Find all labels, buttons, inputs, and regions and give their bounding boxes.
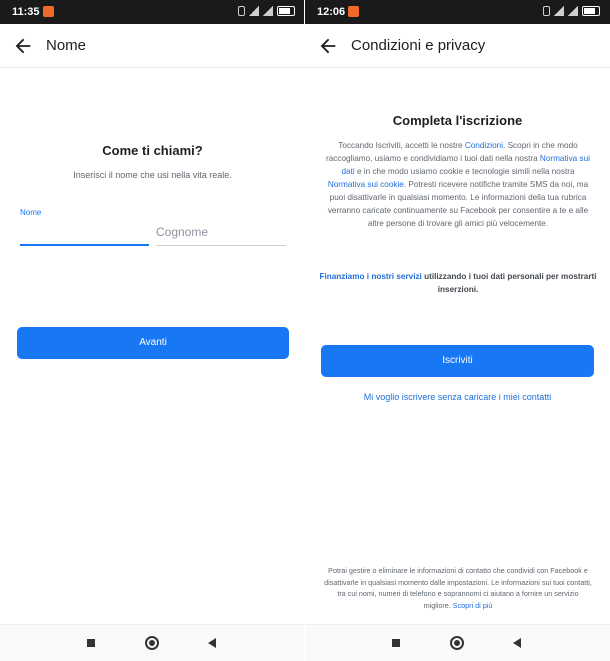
system-nav-bar: [305, 624, 610, 661]
contacts-footer-note: [323, 565, 593, 611]
bluetooth-icon: [543, 6, 550, 16]
terms-text: [323, 139, 593, 230]
recents-square-icon[interactable]: [388, 635, 404, 651]
system-nav-bar: [0, 624, 305, 661]
fund-services-link[interactable]: Finanziamo i nostri servizi: [319, 272, 422, 281]
home-circle-icon[interactable]: [144, 635, 160, 651]
terms-link[interactable]: Condizioni: [464, 141, 504, 150]
sign-up-without-contacts-link[interactable]: Mi voglio iscrivere senza caricare i miei contatti: [363, 392, 552, 402]
ads-notice-text: utilizzando i tuoi dati personali per mostrarti inserzioni.: [421, 272, 597, 294]
page-title: Condizioni e privacy: [351, 37, 486, 54]
status-time: 11:35: [12, 6, 40, 18]
terms-text-part: . Scopri in che modo raccogliamo, usiamo e condividiamo i tuoi dati nella nostra: [326, 141, 578, 163]
back-triangle-icon[interactable]: [509, 635, 525, 651]
last-name-field[interactable]: [156, 220, 286, 246]
terms-text-part: e in che modo usiamo cookie e tecnologie simili nella nostra: [354, 167, 575, 176]
sign-up-button[interactable]: Iscriviti: [321, 345, 594, 377]
first-name-label: Nome: [20, 208, 42, 217]
signal-icon: [568, 6, 578, 16]
app-bar: [0, 24, 305, 68]
status-bar: [305, 0, 610, 24]
last-name-placeholder: Cognome: [156, 225, 209, 239]
terms-heading: Completa l'iscrizione: [392, 113, 523, 128]
data-policy-link[interactable]: Normativa sui dati: [341, 154, 590, 176]
status-time: 12:06: [317, 6, 346, 18]
page-title: Nome: [46, 37, 87, 54]
signal-icon: [554, 6, 564, 16]
battery-icon: [582, 6, 600, 16]
recents-square-icon[interactable]: [83, 635, 99, 651]
ads-notice: [319, 270, 597, 296]
first-name-field[interactable]: [20, 220, 149, 246]
status-bar: [0, 0, 305, 24]
signal-icon: [263, 6, 273, 16]
back-triangle-icon[interactable]: [204, 635, 220, 651]
learn-more-link[interactable]: Scopri di più: [452, 600, 493, 610]
terms-text-part: . Potresti ricevere notifiche tramite SMS da noi, ma puoi disattivarle in qualsiasi momento. Le informazioni della tua rubrica verranno caricate continuamente su Facebook per consentire a te e alle altre persone di trovare gli amici più velocemente.: [327, 180, 589, 228]
notification-icon: [348, 6, 359, 17]
back-arrow-icon[interactable]: [317, 35, 339, 57]
status-icons: [238, 6, 295, 16]
form-subtext: Inserisci il nome che usi nella vita reale.: [73, 170, 232, 180]
next-button[interactable]: Avanti: [17, 327, 289, 359]
phone-screen-terms: [305, 0, 610, 661]
back-arrow-icon[interactable]: [12, 35, 34, 57]
form-heading: Come ti chiami?: [102, 143, 203, 158]
home-circle-icon[interactable]: [449, 635, 465, 651]
cookie-policy-link[interactable]: Normativa sui cookie: [327, 180, 404, 189]
status-icons: [543, 6, 600, 16]
terms-text-part: Toccando Iscriviti, accetti le nostre: [338, 141, 465, 150]
app-bar: [305, 24, 610, 68]
signal-icon: [249, 6, 259, 16]
bluetooth-icon: [238, 6, 245, 16]
notification-icon: [43, 6, 54, 17]
battery-icon: [277, 6, 295, 16]
footer-text: Potrai gestire o eliminare le informazioni di contatto che condividi con Facebook e disattivarle in qualsiasi momento dalle impostazioni. Le informazioni sui tuoi contatti, tra cui nomi, numeri di telefono e soprannomi ci aiutano a fornire un servizio migliore.: [324, 566, 592, 610]
